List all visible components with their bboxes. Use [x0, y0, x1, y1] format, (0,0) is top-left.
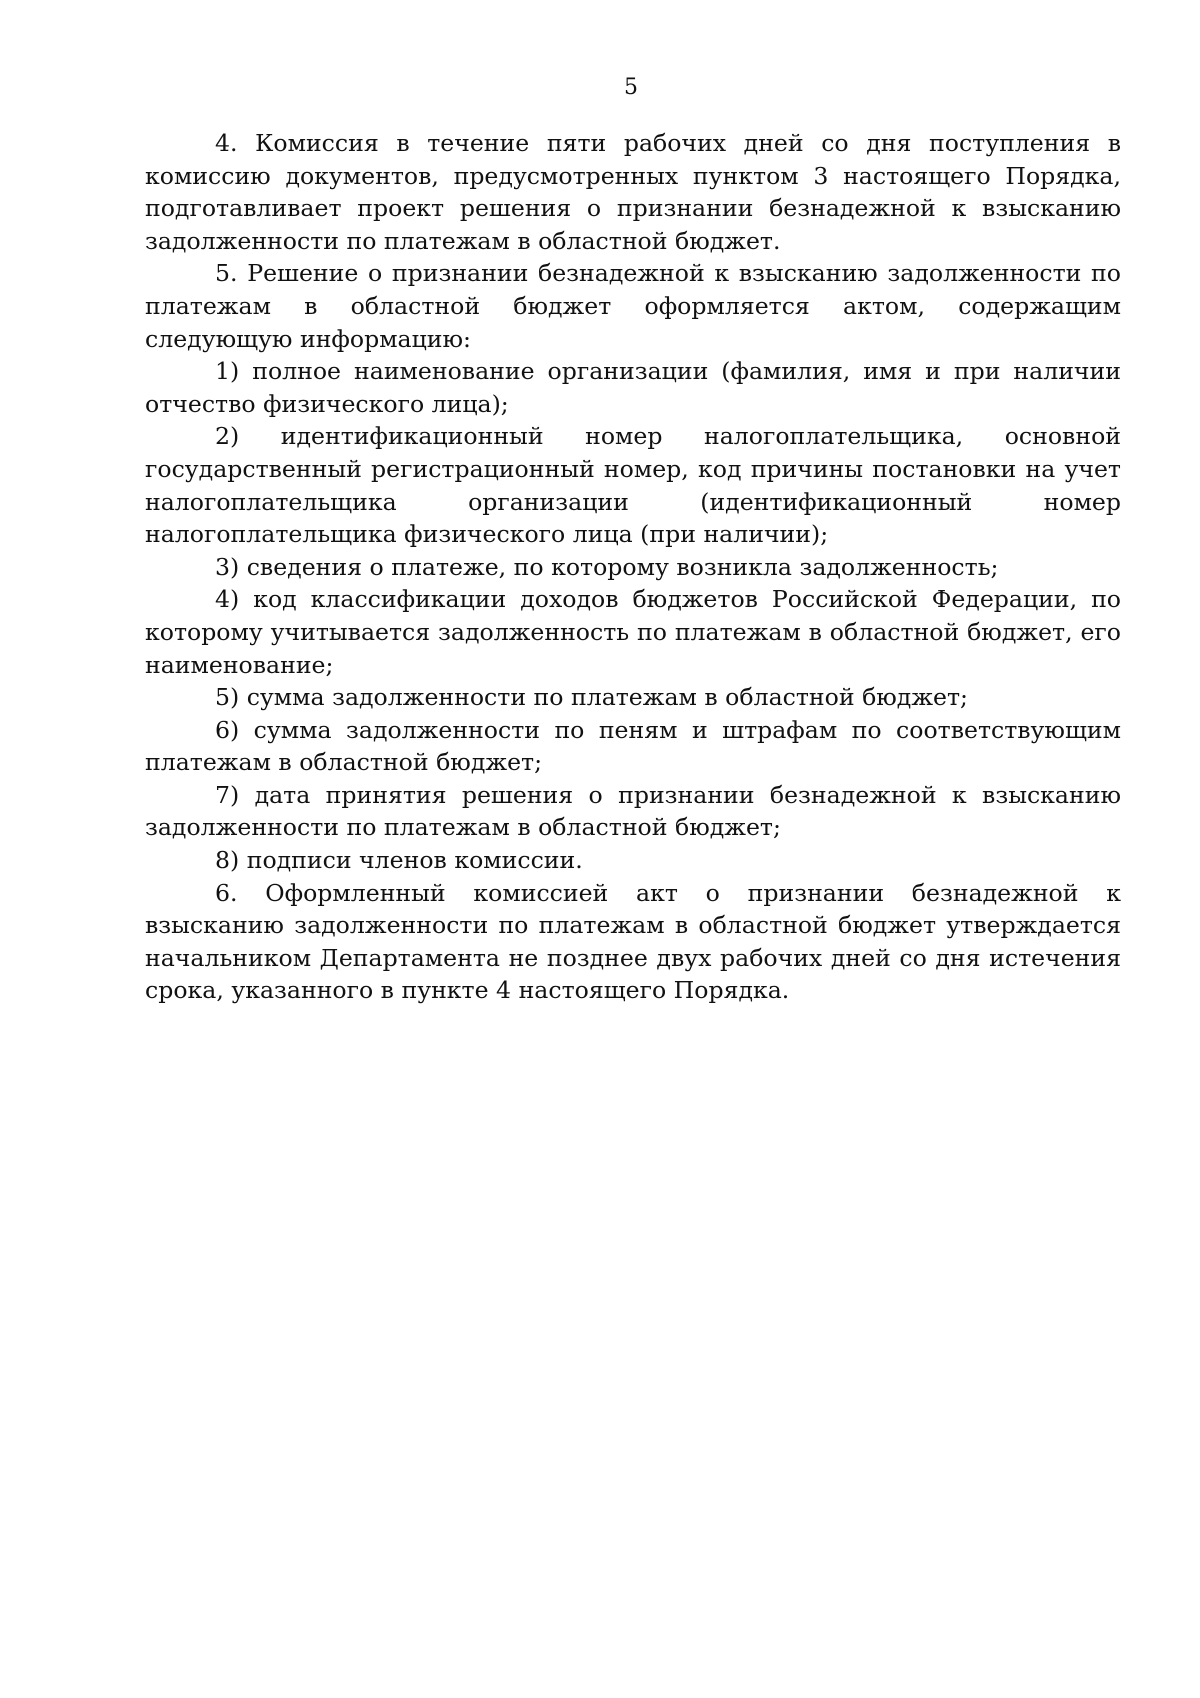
list-item-3: 3) сведения о платеже, по которому возникла задолженность;	[215, 552, 999, 581]
list-item-1: 1) полное наименование организации (фамилия, имя и при наличии отчество физического лица);	[145, 357, 1121, 418]
list-item-5: 5) сумма задолженности по платежам в областной бюджет;	[215, 683, 969, 712]
paragraph-6: 6. Оформленный комиссией акт о признании безнадежной к взысканию задолженности по платежам в областной бюджет утверждается начальником Департамента не позднее двух рабочих дней со дня истечения срока, указанного в пункте 4 настоящего Порядка.	[145, 878, 1121, 1005]
list-item-7: 7) дата принятия решения о признании безнадежной к взысканию задолженности по платежам в областной бюджет;	[145, 780, 1121, 842]
paragraph-5: 5. Решение о признании безнадежной к взысканию задолженности по платежам в областной бюджет оформляется актом, содержащим следующую информацию:	[145, 259, 1121, 353]
page-number: 5	[624, 75, 638, 100]
list-item-8: 8) подписи членов комиссии.	[215, 846, 583, 875]
list-item-4: 4) код классификации доходов бюджетов Российской Федерации, по которому учитывается задолженность по платежам в областной бюджет, его наименование;	[145, 585, 1121, 679]
list-item-6: 6) сумма задолженности по пеням и штрафам по соответствующим платежам в областной бюджет;	[145, 715, 1121, 777]
document-body	[145, 127, 1121, 1007]
paragraph-4: 4. Комиссия в течение пяти рабочих дней со дня поступления в комиссию документов, предусмотренных пунктом 3 настоящего Порядка, подготавливает проект решения о признании безнадежной к взысканию задолженности по платежам в областной бюджет.	[145, 129, 1121, 255]
list-item-2: 2) идентификационный номер налогоплательщика, основной государственный регистрационный номер, код причины постановки на учет налогоплательщика организации (идентификационный номер налогоплательщика физического лица (при наличии);	[145, 422, 1121, 549]
